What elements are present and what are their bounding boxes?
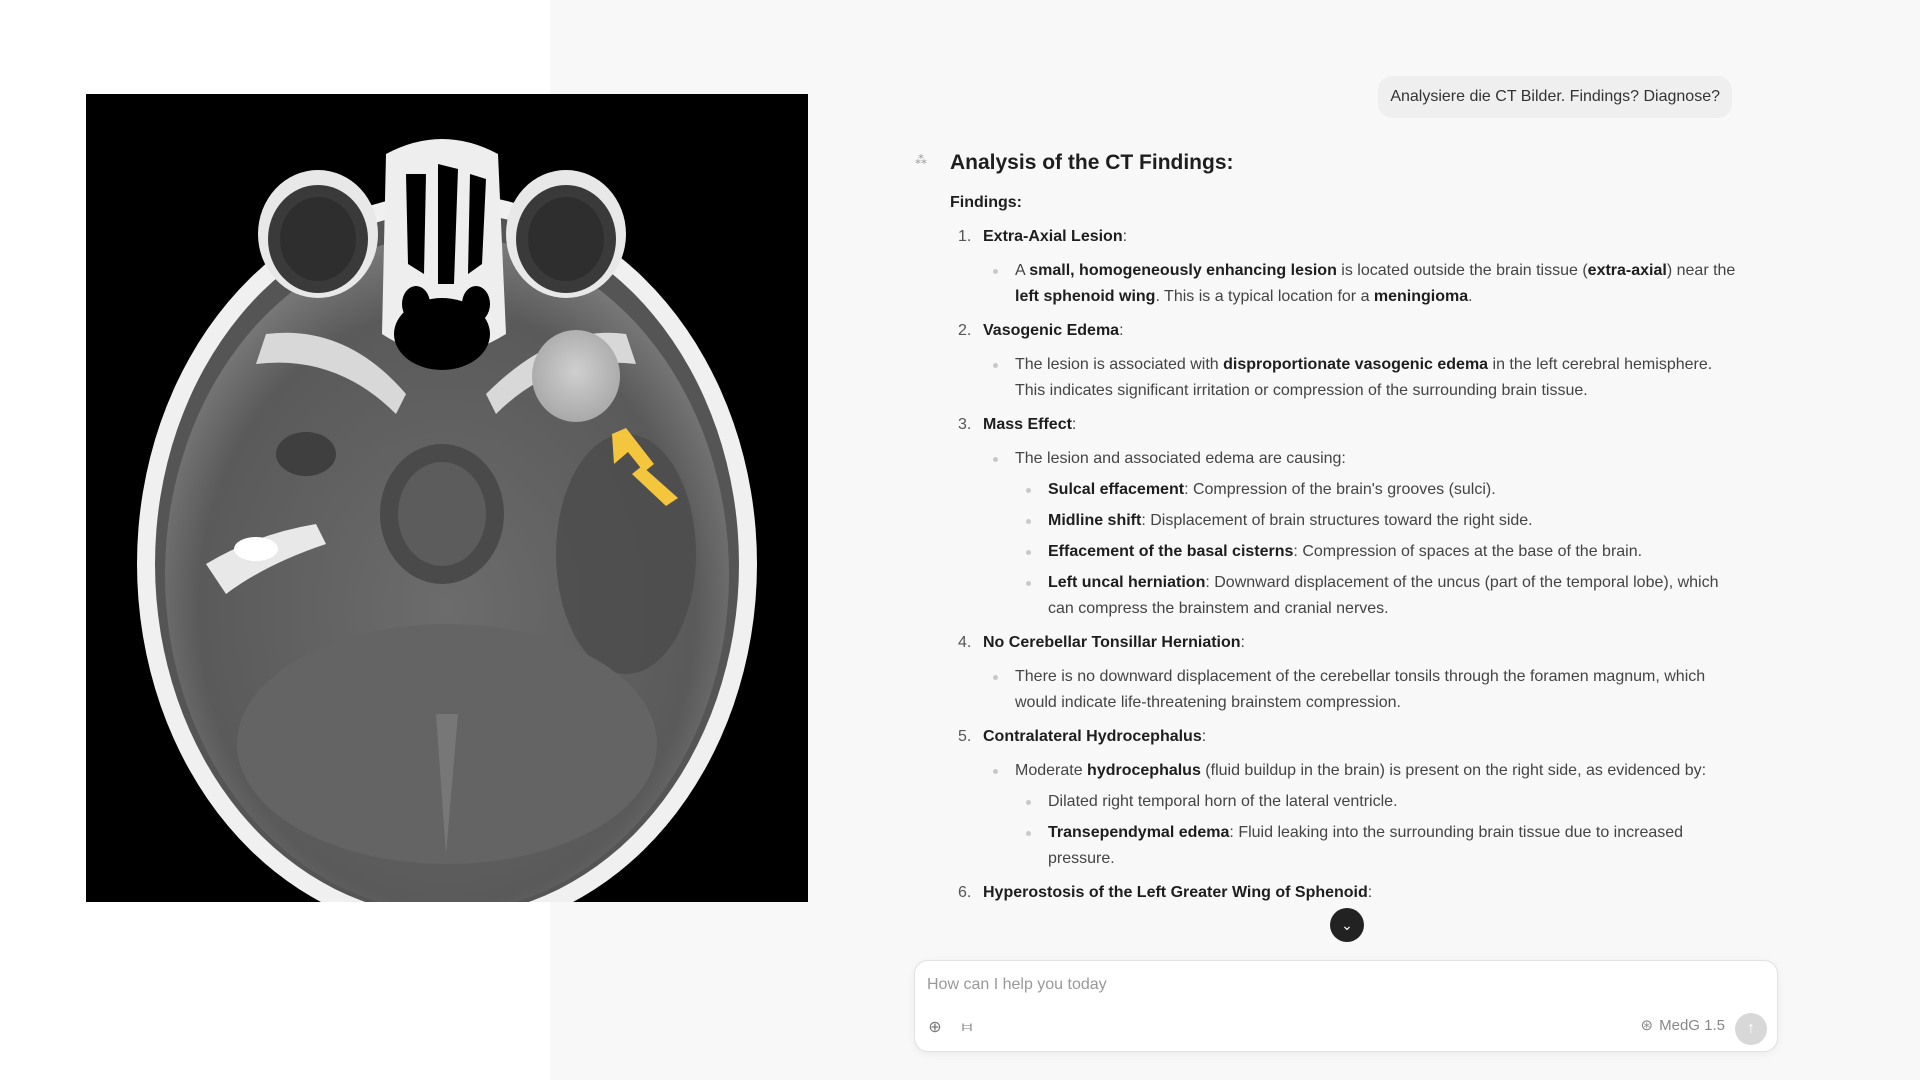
model-name: MedG 1.5: [1659, 1016, 1725, 1034]
model-selector[interactable]: [1641, 1016, 1725, 1034]
finding-heading: 2. Vasogenic Edema:: [950, 318, 1740, 344]
bold-text: Left uncal herniation: [1048, 574, 1206, 591]
text-span: : Downward displacement of the uncus (part of the temporal lobe), which can compress the brainstem and cranial nerves.: [1048, 574, 1719, 617]
text-span: Dilated right temporal horn of the lateral ventricle.: [1048, 793, 1398, 810]
bold-text: small, homogeneously enhancing lesion: [1029, 262, 1337, 279]
finding-subdetail: [950, 570, 1740, 622]
sliders-icon: ⧦: [962, 1018, 972, 1035]
response-title: Analysis of the CT Findings:: [950, 151, 1234, 174]
finding-subdetail: [950, 820, 1740, 872]
text-span: (fluid buildup in the brain) is present on the right side, as evidenced by:: [1200, 762, 1707, 779]
finding-number: 5.: [958, 728, 972, 745]
send-button[interactable]: [1735, 1013, 1767, 1045]
text-span: The lesion is associated with: [1015, 356, 1224, 373]
assistant-response: [950, 150, 1740, 965]
text-span: : Compression of the brain's grooves (sulci).: [1184, 481, 1496, 498]
finding-detail: [950, 446, 1740, 472]
bold-text: Sulcal effacement: [1048, 481, 1185, 498]
image-pane: [0, 0, 550, 1080]
finding-detail: [950, 258, 1740, 310]
finding-detail: [950, 352, 1740, 404]
finding-item: [950, 630, 1740, 716]
finding-item: [950, 880, 1740, 906]
chat-area: [900, 0, 1920, 1080]
text-span: : Fluid leaking into the surrounding brain tissue due to increased pressure.: [1048, 824, 1684, 867]
user-message-bubble: Analysiere die CT Bilder. Findings? Diagnose?: [1378, 76, 1732, 118]
plus-circle-icon: ⊕: [928, 1019, 942, 1036]
attach-button[interactable]: [923, 1015, 947, 1039]
text-span: ) near the: [1666, 262, 1736, 279]
bold-text: hydrocephalus: [1087, 762, 1201, 779]
bold-text: Midline shift: [1048, 512, 1142, 529]
text-span: The lesion and associated edema are causing:: [1015, 450, 1346, 467]
finding-title: Vasogenic Edema: [983, 322, 1120, 339]
finding-number: 6.: [958, 884, 972, 901]
finding-number: 3.: [958, 416, 972, 433]
finding-subdetail: [950, 477, 1740, 503]
llm-logo-icon: ⁂: [915, 153, 927, 167]
text-span: .: [1468, 288, 1473, 305]
bold-text: Effacement of the basal cisterns: [1048, 543, 1294, 560]
finding-detail: [950, 664, 1740, 716]
text-span: in the left cerebral hemisphere. This indicates significant irritation or compression of the surrounding brain tissue.: [1015, 356, 1713, 399]
finding-detail: [950, 758, 1740, 784]
finding-subdetail: [950, 508, 1740, 534]
text-span: A: [1015, 262, 1030, 279]
text-span: : Compression of spaces at the base of the brain.: [1293, 543, 1643, 560]
finding-item: [950, 724, 1740, 872]
finding-item: [950, 318, 1740, 404]
message-composer: [914, 960, 1778, 1052]
scroll-down-button[interactable]: [1330, 908, 1364, 942]
finding-heading: 3. Mass Effect:: [950, 412, 1740, 438]
bold-text: Transependymal edema: [1048, 824, 1230, 841]
globe-icon: ⊛: [1640, 1017, 1654, 1034]
finding-heading: 6. Hyperostosis of the Left Greater Wing of Sphenoid:: [950, 880, 1740, 906]
finding-subdetail: [950, 539, 1740, 565]
finding-subdetail: [950, 789, 1740, 815]
findings-label: Findings:: [950, 194, 1022, 211]
finding-heading: 5. Contralateral Hydrocephalus:: [950, 724, 1740, 750]
finding-title: No Cerebellar Tonsillar Herniation: [983, 634, 1241, 651]
finding-title: Contralateral Hydrocephalus: [983, 728, 1202, 745]
message-input[interactable]: [927, 971, 1747, 999]
finding-number: 2.: [958, 322, 972, 339]
finding-heading: 4. No Cerebellar Tonsillar Herniation:: [950, 630, 1740, 656]
bold-text: extra-axial: [1587, 262, 1667, 279]
finding-number: 1.: [958, 228, 972, 245]
finding-title: Extra-Axial Lesion: [983, 228, 1123, 245]
finding-number: 4.: [958, 634, 972, 651]
findings-list: [950, 224, 1740, 906]
text-span: : Displacement of brain structures toward the right side.: [1141, 512, 1533, 529]
finding-heading: 1. Extra-Axial Lesion:: [950, 224, 1740, 250]
finding-title: Hyperostosis of the Left Greater Wing of Sphenoid: [983, 884, 1368, 901]
bold-text: left sphenoid wing: [1015, 288, 1156, 305]
text-span: . This is a typical location for a: [1155, 288, 1374, 305]
chevron-down-icon: ⌄: [1341, 916, 1353, 933]
finding-item: [950, 412, 1740, 622]
arrow-up-icon: ↑: [1747, 1020, 1755, 1037]
finding-title: Mass Effect: [983, 416, 1072, 433]
settings-button[interactable]: [955, 1015, 979, 1039]
ct-scan-image: [86, 94, 808, 902]
text-span: Moderate: [1015, 762, 1088, 779]
bold-text: meningioma: [1373, 288, 1469, 305]
text-span: is located outside the brain tissue (: [1336, 262, 1588, 279]
bold-text: disproportionate vasogenic edema: [1223, 356, 1489, 373]
text-span: There is no downward displacement of the cerebellar tonsils through the foramen magnum, which would indicate life-threatening brainstem compression.: [1015, 668, 1706, 711]
finding-item: [950, 224, 1740, 310]
